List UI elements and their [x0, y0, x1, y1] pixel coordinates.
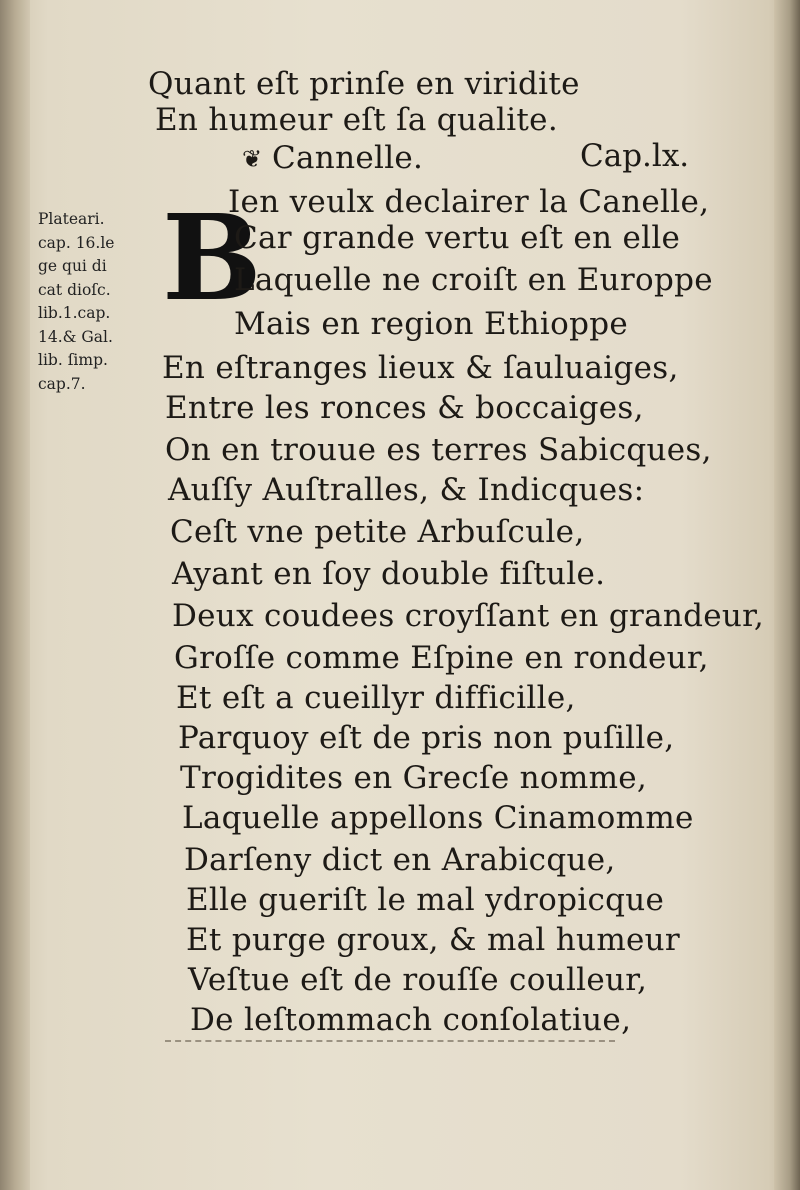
margin-note-line: 14.& Gal. [38, 327, 113, 346]
verse-line: Auſſy Auſtralles, & Indicques: [168, 472, 645, 508]
page-gutter [0, 0, 30, 1190]
verse-line: Et eſt a cueillyr difficille, [176, 680, 576, 716]
page-edge [774, 0, 800, 1190]
margin-note-line: Plateari. [38, 210, 105, 228]
text-line-1: Quant eſt prinſe en viridite [148, 66, 580, 102]
verse-line: Mais en region Ethioppe [234, 306, 629, 342]
verse-line: Trogidites en Grecſe nomme, [180, 760, 648, 796]
margin-note-line: lib. ſimp. [38, 351, 108, 369]
bottom-rule [165, 1040, 615, 1042]
verse-line: Laquelle appellons Cinamomme [182, 800, 694, 836]
verse-line: Darſeny dict en Arabicque, [184, 842, 616, 878]
verse-line: Deux coudees croyſſant en grandeur, [172, 598, 765, 634]
margin-note [38, 208, 158, 396]
verse-line: Ayant en ſoy double fiſtule. [172, 556, 606, 592]
drop-capital: B [162, 188, 262, 327]
verse-line: Parquoy eſt de pris non puſille, [178, 720, 675, 756]
margin-note-line: ge qui di [38, 257, 107, 275]
chapter-number: Cap.lx. [580, 138, 690, 174]
margin-note-line: cap. 16.le [38, 233, 115, 252]
margin-note-line: lib.1.cap. [38, 304, 111, 322]
verse-line: Veſtue eſt de rouſſe coulleur, [188, 962, 648, 998]
verse-line: Car grande vertu eſt en elle [234, 220, 681, 256]
verse-line: De leſtommach conſolatiue, [190, 1002, 632, 1038]
verse-line: On en trouue es terres Sabicques, [165, 432, 712, 468]
chapter-title: Cannelle. [272, 140, 424, 176]
text-line-2: En humeur eſt ſa qualite. [155, 102, 558, 138]
verse-line: Ceſt vne petite Arbuſcule, [170, 514, 585, 550]
verse-line: Entre les ronces & boccaiges, [165, 390, 644, 426]
verse-line: Et purge groux, & mal humeur [186, 922, 681, 958]
verse-line: En eſtranges lieux & ſauluaiges, [162, 350, 679, 386]
fleuron-icon: ❦ [242, 145, 263, 173]
verse-line: Elle gueriſt le mal ydropicque [186, 882, 665, 918]
verse-line: Groſſe comme Eſpine en rondeur, [174, 640, 709, 676]
verse-line: Laquelle ne croiſt en Europpe [234, 262, 713, 298]
verse-line: Ien veulx declairer la Canelle, [228, 184, 710, 220]
margin-note-line: cap.7. [38, 374, 86, 393]
margin-note-line: cat dioſc. [38, 280, 111, 299]
